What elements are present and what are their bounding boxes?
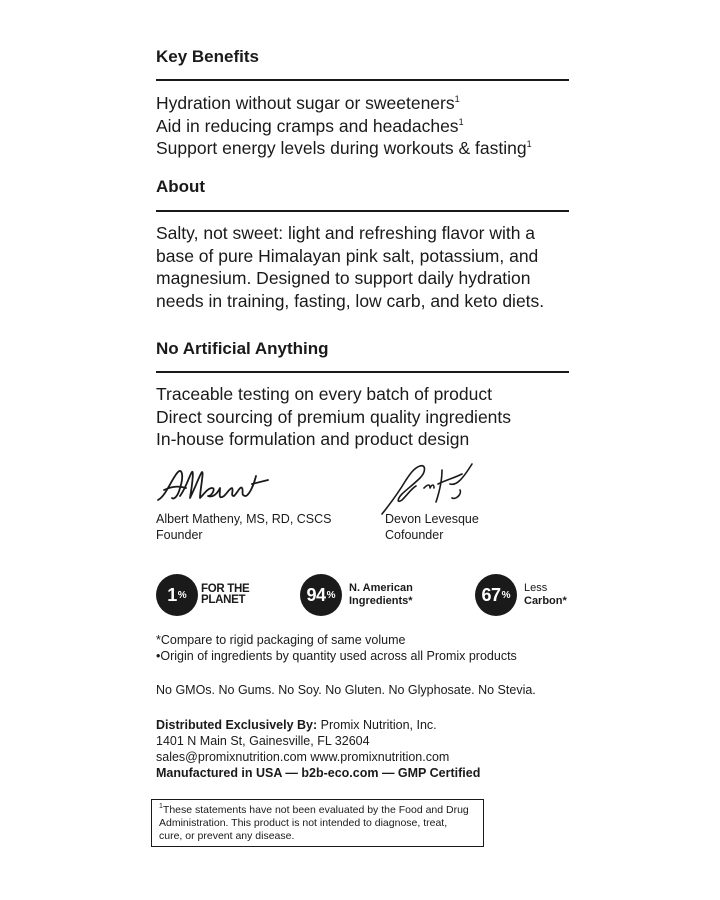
about-line: Salty, not sweet: light and refreshing flavor with a xyxy=(156,223,536,243)
about-heading: About xyxy=(156,177,206,196)
distributor-company: Promix Nutrition, Inc. xyxy=(317,718,437,732)
list-item: In-house formulation and product design xyxy=(156,429,470,449)
disclaimer-line: These statements have not been evaluated by the Food and Drug xyxy=(162,804,469,816)
free-from-statement: No GMOs. No Gums. No Soy. No Gluten. No Glyphosate. No Stevia. xyxy=(156,683,536,697)
signatory-name: Devon Levesque xyxy=(385,512,479,526)
about-line: needs in training, fasting, low carb, and keto diets. xyxy=(156,290,545,311)
percent-badge-icon: 67 % xyxy=(475,574,517,616)
distributor-label: Distributed Exclusively By: xyxy=(156,718,318,732)
list-item: Aid in reducing cramps and headaches$^1$ xyxy=(156,115,464,136)
key-benefits-heading: Key Benefits xyxy=(156,47,259,66)
devon-signature xyxy=(376,460,480,518)
footnotes xyxy=(156,632,517,664)
signatory-role: Founder xyxy=(156,527,203,542)
distributor-info xyxy=(156,717,480,781)
key-benefits-list xyxy=(156,92,532,160)
albert-signature xyxy=(156,466,276,506)
list-item: Traceable testing on every batch of product xyxy=(156,384,492,404)
no-artificial-heading: No Artificial Anything xyxy=(156,339,329,358)
badge-label: FOR THE PLANET xyxy=(201,583,250,606)
divider xyxy=(156,79,569,81)
about-line: magnesium. Designed to support daily hydration xyxy=(156,268,531,288)
list-item: Hydration without sugar or sweeteners$^1$ xyxy=(156,93,460,113)
footnote: *Compare to rigid packaging of same volume xyxy=(156,633,406,647)
badge-label: N. American Ingredients* xyxy=(349,582,413,607)
list-item: Support energy levels during workouts & fasting$^1$ xyxy=(156,138,532,158)
about-line: base of pure Himalayan pink salt, potassium, and xyxy=(156,245,539,266)
signatory-role: Cofounder xyxy=(385,527,444,542)
badge-label: Less Carbon* xyxy=(524,582,567,607)
disclaimer-box: $^1$These statements have not been evaluated by the Food and Drug Administration. This product is not intended to diagnose, treat, cure, or prevent any disease. xyxy=(151,799,484,847)
signatory-name: Albert Matheny, MS, RD, CSCS xyxy=(156,512,332,526)
manufactured-statement: Manufactured in USA — b2b-eco.com — GMP Certified xyxy=(156,766,481,780)
distributor-contact: sales@promixnutrition.com www.promixnutrition.com xyxy=(156,750,450,764)
no-artificial-list xyxy=(156,383,511,451)
one-percent-planet-icon: 1 % xyxy=(156,574,198,616)
list-item: Direct sourcing of premium quality ingredients xyxy=(156,406,512,427)
signatory-albert xyxy=(156,512,332,543)
disclaimer-line: cure, or prevent any disease. xyxy=(159,830,295,842)
divider xyxy=(156,371,569,373)
distributor-address: 1401 N Main St, Gainesville, FL 32604 xyxy=(156,734,370,748)
divider xyxy=(156,210,569,212)
disclaimer-line: Administration. This product is not intended to diagnose, treat, xyxy=(159,817,448,829)
footnote: •Origin of ingredients by quantity used across all Promix products xyxy=(156,649,517,663)
percent-badge-icon: 94 % xyxy=(300,574,342,616)
about-text xyxy=(156,222,544,312)
signatory-devon xyxy=(385,512,479,543)
